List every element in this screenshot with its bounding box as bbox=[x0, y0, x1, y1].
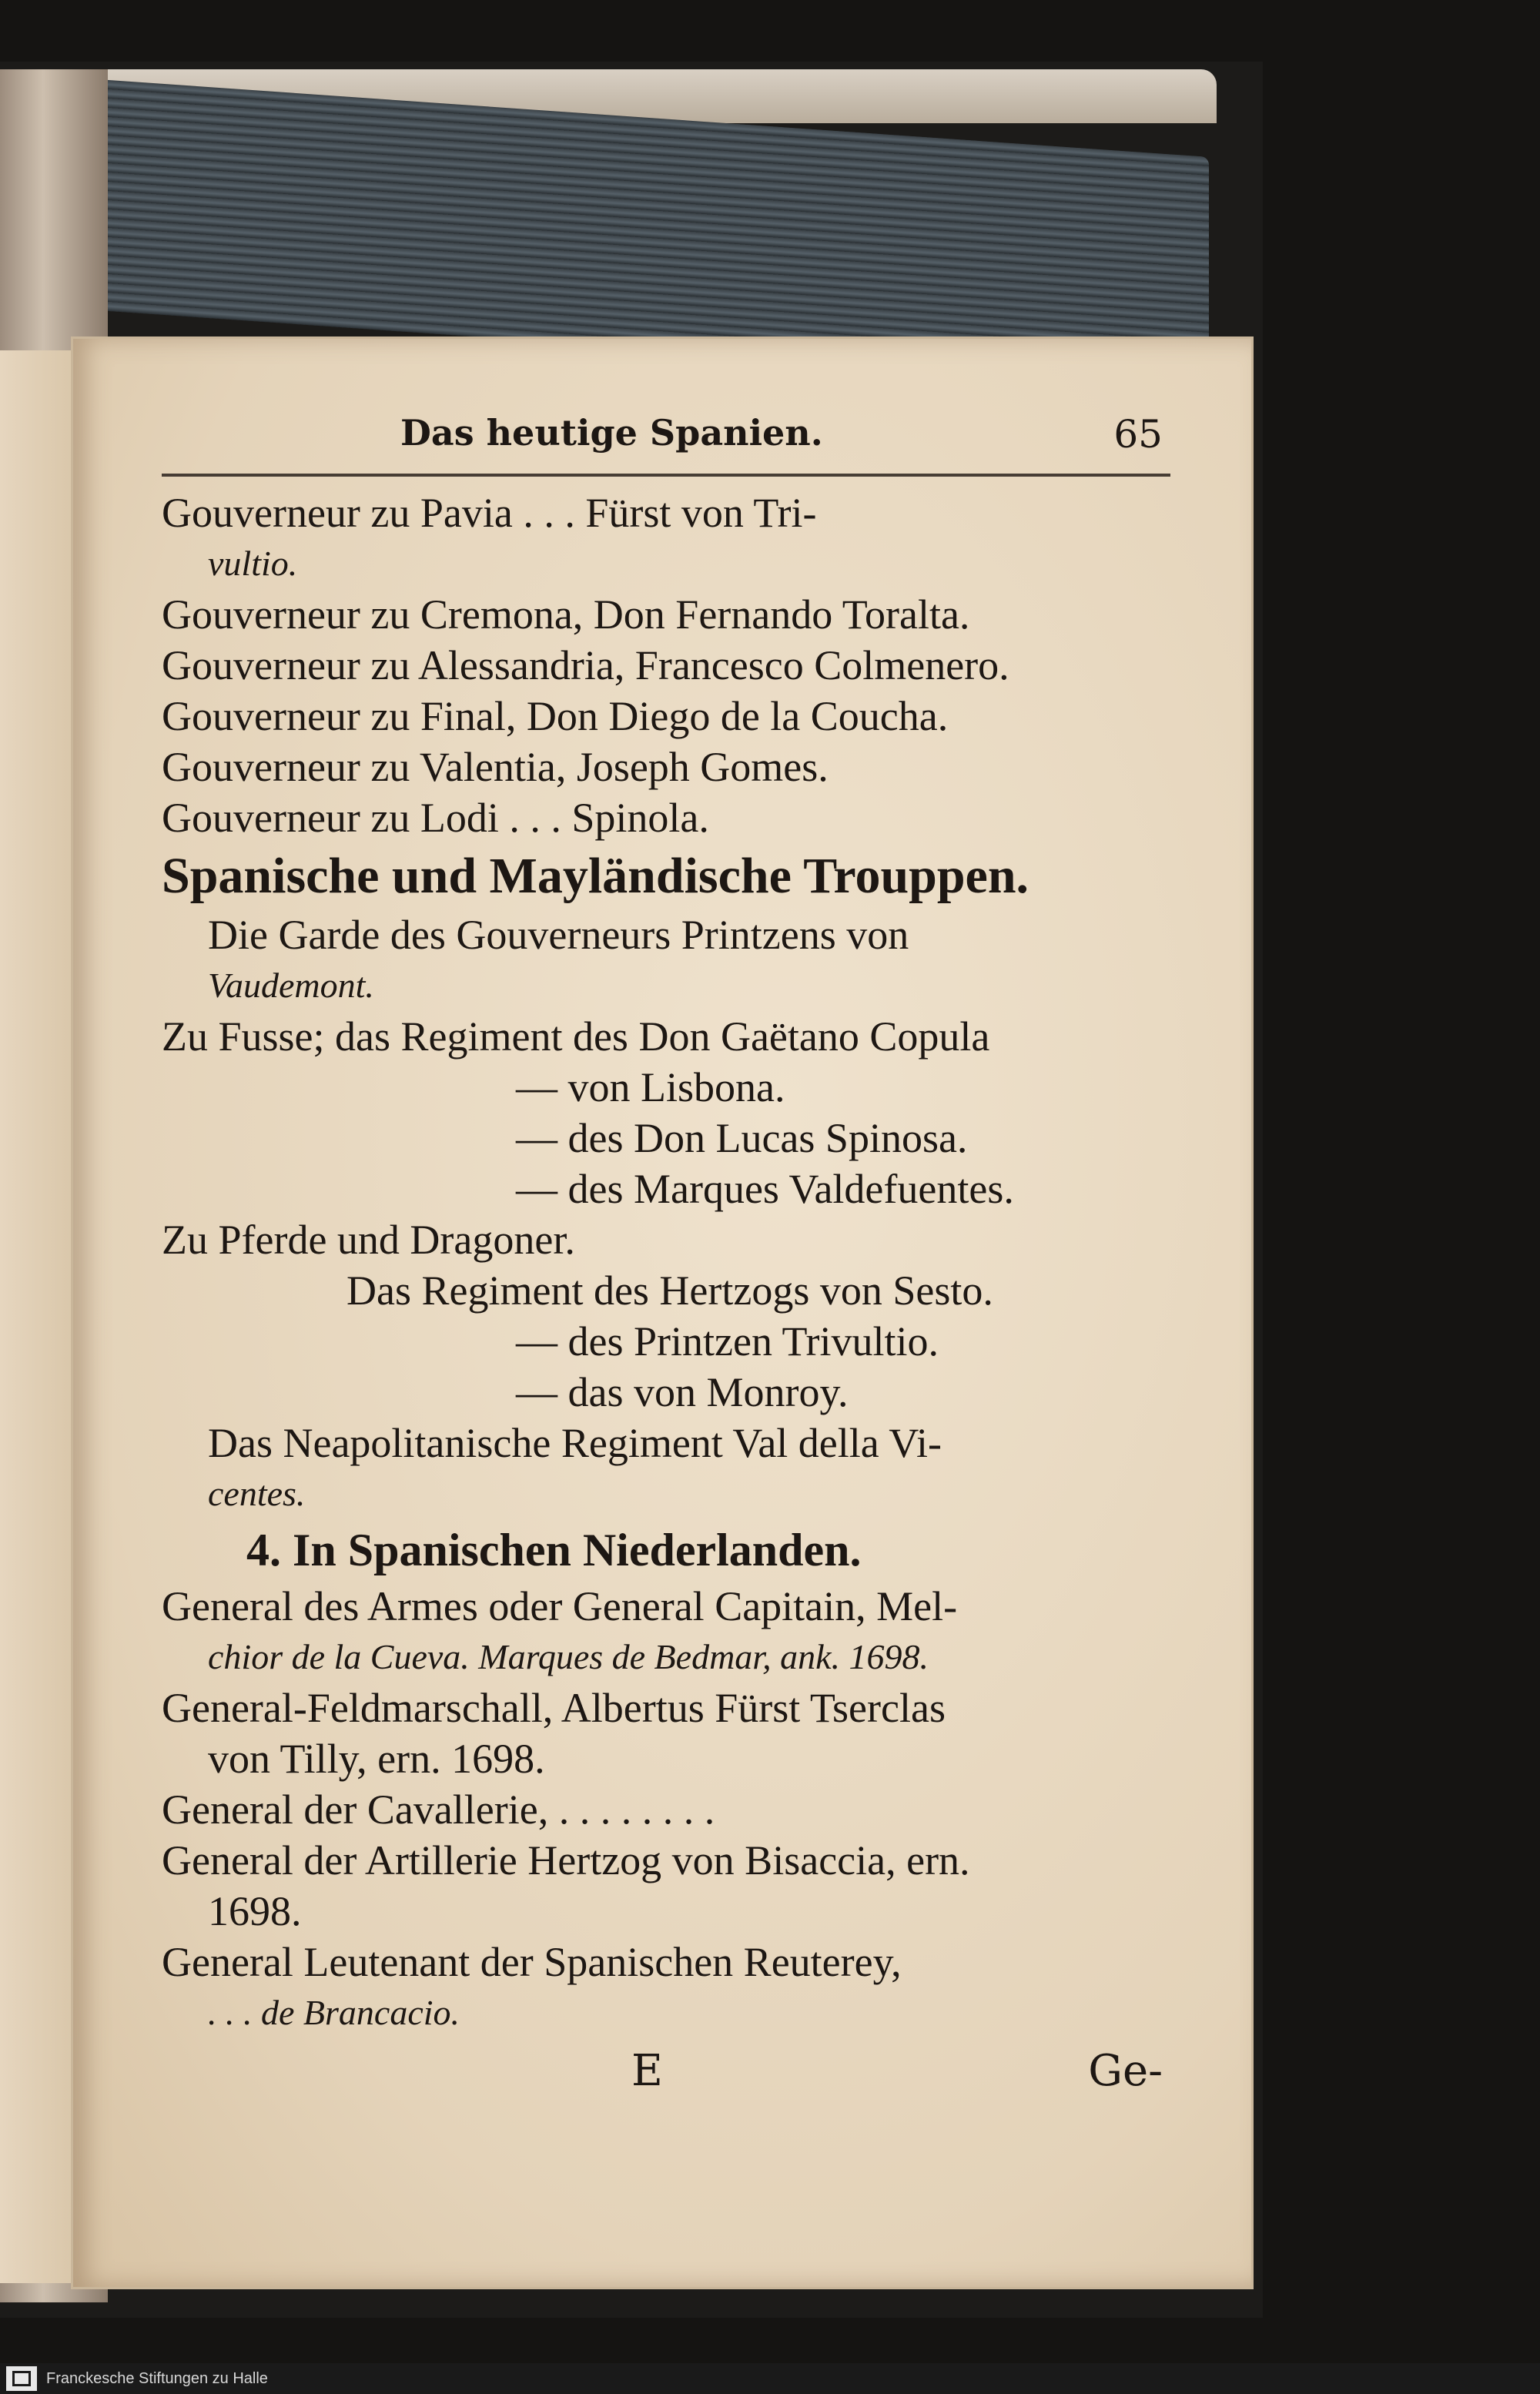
section-heading: 4. In Spanischen Niederlanden. bbox=[246, 1525, 862, 1575]
text-line: von Tilly, ern. 1698. bbox=[208, 1736, 545, 1782]
text-line: Gouverneur zu Final, Don Diego de la Coucha. bbox=[162, 693, 949, 739]
text-line: Gouverneur zu Cremona, Don Fernando Toralta. bbox=[162, 591, 970, 638]
text-line: — von Lisbona. bbox=[516, 1064, 785, 1110]
text-line: Das Regiment des Hertzogs von Sesto. bbox=[346, 1267, 993, 1314]
text-line: centes. bbox=[208, 1474, 306, 1513]
left-page-edge bbox=[0, 350, 77, 2283]
text-line: General der Cavallerie, . . . . . . . . bbox=[162, 1786, 715, 1833]
text-line: Gouverneur zu Pavia . . . Fürst von Tri- bbox=[162, 490, 817, 536]
text-line: — des Marques Valdefuentes. bbox=[516, 1166, 1014, 1212]
header-rule bbox=[162, 474, 1170, 477]
page-text bbox=[162, 412, 1170, 2108]
text-line: — des Don Lucas Spinosa. bbox=[516, 1115, 968, 1161]
running-header bbox=[162, 412, 1170, 474]
text-line: — des Printzen Trivultio. bbox=[516, 1318, 939, 1364]
text-line: . . . de Brancacio. bbox=[208, 1993, 460, 2032]
page-number: 65 bbox=[1113, 412, 1163, 457]
library-logo-icon bbox=[6, 2366, 37, 2391]
text-line: Zu Fusse; das Regiment des Don Gaëtano Copula bbox=[162, 1013, 990, 1060]
section-heading: Spanische und Mayländische Trouppen. bbox=[162, 848, 1029, 904]
text-line: General-Feldmarschall, Albertus Fürst Tserclas bbox=[162, 1685, 946, 1731]
text-line: Vaudemont. bbox=[208, 966, 374, 1005]
page-footer bbox=[162, 2046, 1170, 2108]
text-line: General des Armes oder General Capitain, Mel- bbox=[162, 1583, 958, 1629]
signature-mark: E bbox=[631, 2046, 663, 2096]
text-line: Gouverneur zu Lodi . . . Spinola. bbox=[162, 795, 709, 841]
text-line: Gouverneur zu Alessandria, Francesco Colmenero. bbox=[162, 642, 1009, 688]
text-line: Die Garde des Gouverneurs Printzens von bbox=[208, 912, 909, 958]
catchword: Ge- bbox=[1088, 2046, 1163, 2096]
text-line: General Leutenant der Spanischen Reuterey, bbox=[162, 1939, 902, 1985]
text-line: 1698. bbox=[208, 1888, 302, 1934]
book-page bbox=[73, 339, 1251, 2287]
library-footer-bar bbox=[0, 2363, 1540, 2394]
text-line: General der Artillerie Hertzog von Bisaccia, ern. bbox=[162, 1837, 970, 1883]
text-line: — das von Monroy. bbox=[516, 1369, 849, 1415]
text-line: chior de la Cueva. Marques de Bedmar, ank. 1698. bbox=[208, 1637, 929, 1676]
text-line: vultio. bbox=[208, 544, 298, 583]
text-line: Gouverneur zu Valentia, Joseph Gomes. bbox=[162, 744, 829, 790]
text-line: Das Neapolitanische Regiment Val della Vi- bbox=[208, 1420, 942, 1466]
running-title: Das heutige Spanien. bbox=[400, 412, 823, 454]
library-name: Franckesche Stiftungen zu Halle bbox=[46, 2369, 268, 2387]
text-line: Zu Pferde und Dragoner. bbox=[162, 1217, 575, 1263]
